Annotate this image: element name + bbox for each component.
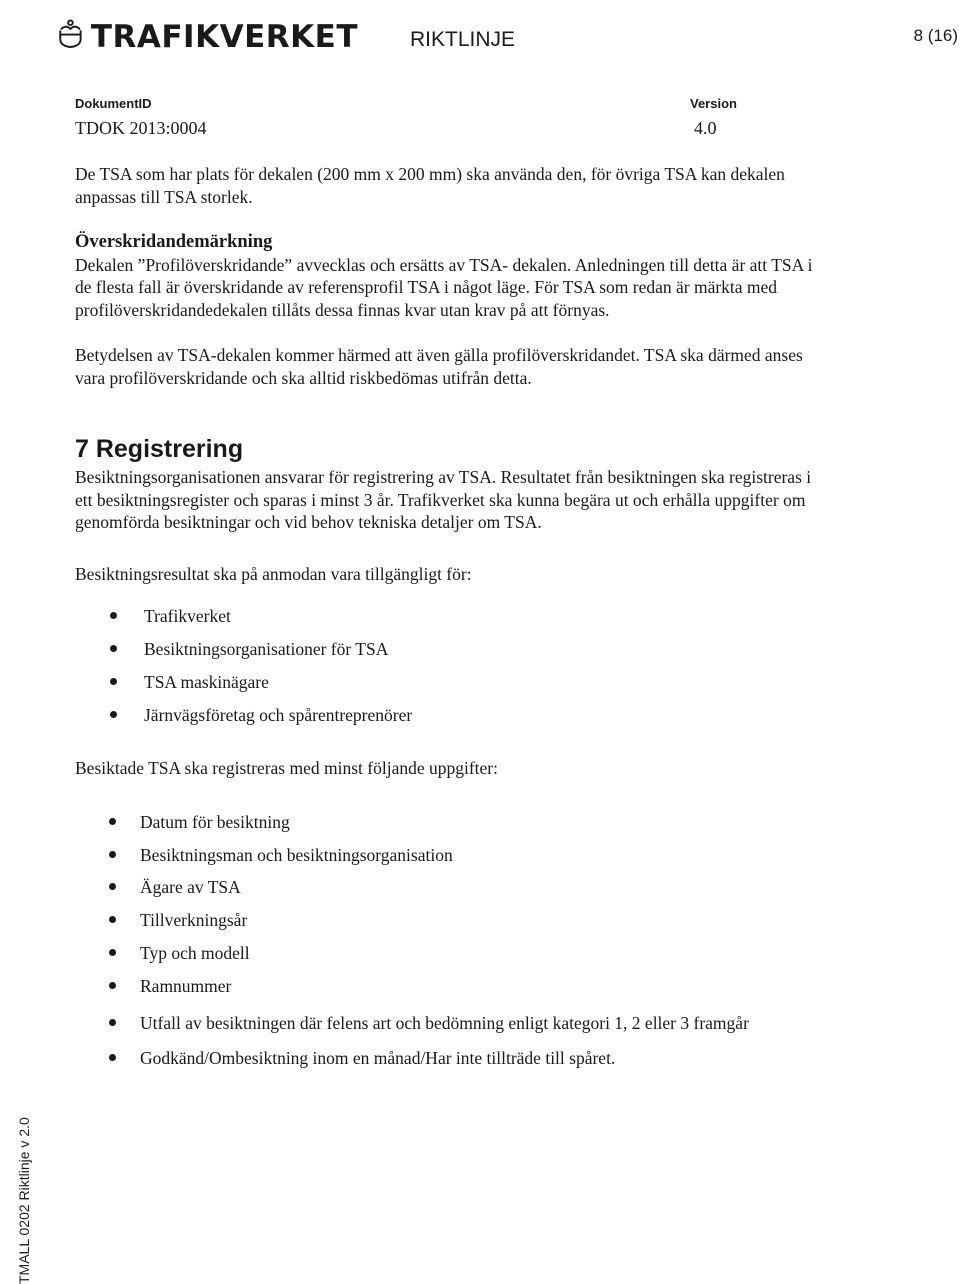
version-label: Version bbox=[690, 96, 737, 111]
overskridande-heading: Överskridandemärkning bbox=[75, 232, 273, 252]
available-intro: Besiktningsresultat ska på anmodan vara tillgängligt för: bbox=[75, 563, 472, 584]
bullet-icon bbox=[109, 949, 116, 956]
section-heading: 7 Registrering bbox=[75, 435, 244, 463]
intro-paragraph: De TSA som har plats för dekalen (200 mm x 200 mm) ska använda den, för övriga TSA kan dekalen anpassas till TSA storlek. bbox=[75, 164, 785, 207]
list-item: Ramnummer bbox=[75, 975, 815, 998]
bullet-icon bbox=[110, 678, 117, 685]
crown-icon bbox=[58, 7, 83, 61]
bullet-icon bbox=[109, 1019, 116, 1026]
list-item: Ägare av TSA bbox=[75, 876, 815, 899]
document-id-label: DokumentID bbox=[75, 96, 152, 111]
logo-wordmark: TRAFIKVERKET bbox=[90, 19, 358, 55]
document-type: RIKTLINJE bbox=[410, 28, 516, 51]
list-item: Godkänd/Ombesiktning inom en månad/Har inte tillträde till spåret. bbox=[75, 1047, 815, 1070]
list-item: Typ och modell bbox=[75, 942, 815, 965]
list-item: Trafikverket bbox=[75, 605, 815, 628]
bullet-icon bbox=[109, 916, 116, 923]
available-list bbox=[75, 605, 815, 726]
version-number: 4.0 bbox=[694, 118, 717, 138]
trafikverket-logo bbox=[58, 6, 358, 62]
list-item: TSA maskinägare bbox=[75, 671, 815, 694]
registered-intro: Besiktade TSA ska registreras med minst följande uppgifter: bbox=[75, 758, 498, 779]
document-id: TDOK 2013:0004 bbox=[75, 118, 207, 138]
registered-list bbox=[75, 811, 815, 1070]
bullet-icon bbox=[109, 818, 116, 825]
list-item: Besiktningsman och besiktningsorganisation bbox=[75, 844, 815, 867]
registrering-paragraph: Besiktningsorganisationen ansvarar för registrering av TSA. Resultatet från besiktningen ska registreras i ett besiktningsregister och sparas i minst 3 år. Trafikverket ska kunna begära ut och erhålla uppgifter om genomförda besiktningar och vid behov tekniska detaljer om TSA. bbox=[75, 467, 812, 532]
bullet-icon bbox=[110, 645, 117, 652]
document-body bbox=[75, 163, 815, 1080]
list-item: Järnvägsföretag och spårentreprenörer bbox=[75, 704, 815, 727]
bullet-icon bbox=[110, 711, 117, 718]
bullet-icon bbox=[109, 1054, 116, 1061]
betydelsen-paragraph: Betydelsen av TSA-dekalen kommer härmed att även gälla profilöverskridandet. TSA ska därmed anses vara profilöverskridande och ska alltid riskbedömas utifrån detta. bbox=[75, 345, 803, 388]
template-version: TMALL 0202 Riktlinje v 2.0 bbox=[16, 1117, 32, 1284]
list-item: Tillverkningsår bbox=[75, 909, 815, 932]
page-number: 8 (16) bbox=[913, 26, 958, 45]
bullet-icon bbox=[109, 883, 116, 890]
list-item: Besiktningsorganisationer för TSA bbox=[75, 638, 815, 661]
bullet-icon bbox=[109, 982, 116, 989]
list-item: Utfall av besiktningen där felens art och bedömning enligt kategori 1, 2 eller 3 framgår bbox=[75, 1008, 815, 1038]
bullet-icon bbox=[109, 851, 116, 858]
overskridande-paragraph: Dekalen ”Profilöverskridande” avvecklas och ersätts av TSA- dekalen. Anledningen till detta är att TSA i de flesta fall är överskridande av referensprofil TSA i något läge. För TSA som redan är märkta med profilöverskridandedekalen tillåts dessa finnas kvar utan krav på att förnyas. bbox=[75, 254, 813, 320]
list-item: Datum för besiktning bbox=[75, 811, 815, 834]
bullet-icon bbox=[110, 612, 117, 619]
